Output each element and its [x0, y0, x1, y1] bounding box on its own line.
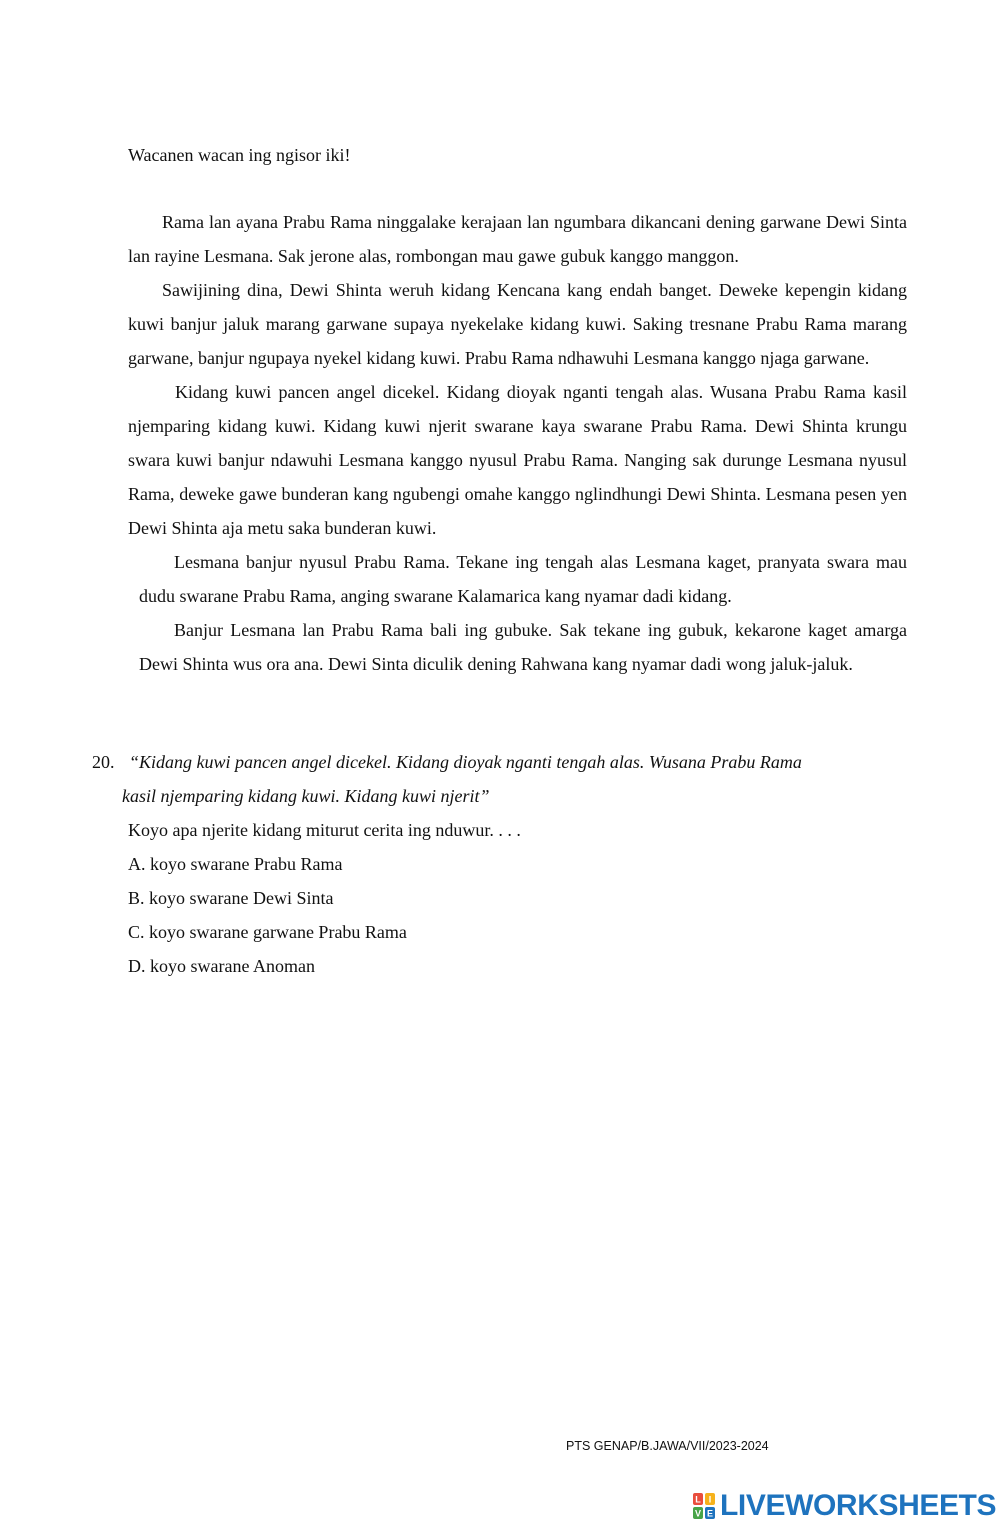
svg-text:E: E — [706, 1508, 714, 1519]
question-20 — [92, 745, 907, 983]
question-quote-line-2: kasil njemparing kidang kuwi. Kidang kuwi njerit” — [122, 786, 490, 806]
question-quote — [122, 745, 907, 813]
question-number: 20. — [92, 752, 115, 772]
option-a[interactable]: A. koyo swarane Prabu Rama — [128, 854, 343, 874]
passage-paragraph-3: Kidang kuwi pancen angel dicekel. Kidang dioyak nganti tengah alas. Wusana Prabu Rama kasil njemparing kidang kuwi. Kidang kuwi njerit swarane kaya swarane Prabu Rama. Dewi Shinta krungu swara kuwi banjur ndawuhi Lesmana kanggo nyusul Prabu Rama. Nanging sak durunge Lesmana nyusul Rama, deweke gawe bunderan kang ngubengi omahe kanggo nglindhungi Dewi Shinta. Lesmana pesen yen Dewi Shinta aja metu saka bunderan kuwi. — [128, 382, 907, 538]
liveworksheets-logo-icon — [693, 1493, 715, 1519]
passage-paragraph-4: Lesmana banjur nyusul Prabu Rama. Tekane ing tengah alas Lesmana kaget, pranyata swara mau dudu swarane Prabu Rama, anging swarane Kalamarica kang nyamar dadi kidang. — [139, 552, 907, 606]
option-b[interactable]: B. koyo swarane Dewi Sinta — [128, 888, 334, 908]
brand-name: LIVEWORKSHEETS — [720, 1489, 997, 1522]
footer-code: PTS GENAP/B.JAWA/VII/2023-2024 — [566, 1439, 769, 1453]
reading-passage — [128, 205, 907, 681]
passage-paragraph-2: Sawijining dina, Dewi Shinta weruh kidang Kencana kang endah banget. Deweke kepengin kidang kuwi banjur jaluk marang garwane supaya nyekelake kidang kuwi. Saking tresnane Prabu Rama marang garwane, banjur ngupaya nyekel kidang kuwi. Prabu Rama ndhawuhi Lesmana kanggo njaga garwane. — [128, 280, 907, 368]
question-quote-line-1: “Kidang kuwi pancen angel dicekel. Kidang dioyak nganti tengah alas. Wusana Prabu Rama — [129, 752, 802, 772]
svg-text:I: I — [708, 1494, 712, 1505]
passage-paragraph-5: Banjur Lesmana lan Prabu Rama bali ing gubuke. Sak tekane ing gubuk, kekarone kaget amarga Dewi Shinta wus ora ana. Dewi Sinta diculik dening Rahwana kang nyamar dadi wong jaluk-jaluk. — [139, 620, 907, 674]
instruction-text: Wacanen wacan ing ngisor iki! — [128, 145, 351, 165]
svg-text:V: V — [694, 1508, 702, 1519]
option-c[interactable]: C. koyo swarane garwane Prabu Rama — [128, 922, 407, 942]
answer-options — [128, 847, 907, 983]
question-prompt: Koyo apa njerite kidang miturut cerita ing nduwur. . . . — [128, 820, 521, 840]
option-d[interactable]: D. koyo swarane Anoman — [128, 956, 315, 976]
svg-text:L: L — [695, 1494, 701, 1505]
question-header — [92, 745, 907, 813]
passage-paragraph-1: Rama lan ayana Prabu Rama ninggalake kerajaan lan ngumbara dikancani dening garwane Dewi Sinta lan rayine Lesmana. Sak jerone alas, rombongan mau gawe gubuk kanggo manggon. — [128, 212, 907, 266]
liveworksheets-brand[interactable] — [693, 1488, 996, 1524]
